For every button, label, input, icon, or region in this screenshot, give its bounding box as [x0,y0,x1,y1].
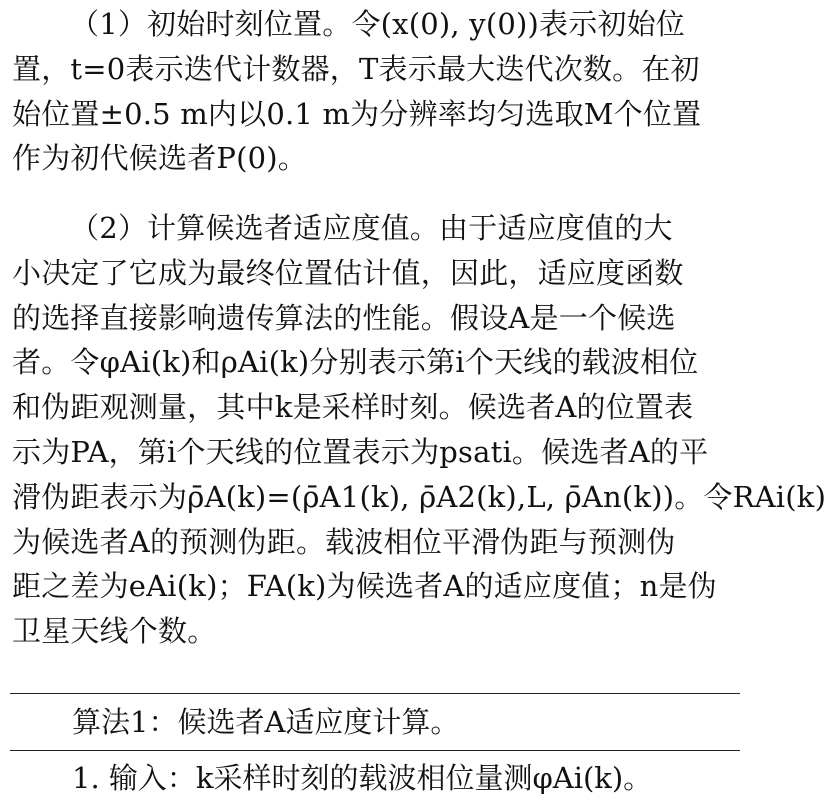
algorithm-title: 算法1：候选者A适应度计算。 [72,705,460,739]
algorithm-step-1: 1. 输入：k采样时刻的载波相位量测φAi(k)。 [72,761,653,795]
paragraph-fitness-value [12,206,826,654]
text-line: 距之差为eAi(k)；FA(k)为候选者A的适应度值；n是伪 [12,569,717,604]
algorithm-top-rule [10,693,740,694]
text-line: 小决定了它成为最终位置估计值，因此，适应度函数 [12,255,684,290]
text-line: 置，t=0表示迭代计数器，T表示最大迭代次数。在初 [12,51,700,86]
paragraph-initial-position [12,2,740,181]
text-line: 滑伪距表示为ρ̄A(k)=(ρ̄A1(k), ρ̄A2(k),L, ρ̄An(k))。令RAi(k) [12,479,826,514]
algorithm-header-rule [10,750,740,751]
text-line: 者。令φAi(k)和ρAi(k)分别表示第i个天线的载波相位 [12,345,699,380]
text-line: （2）计算候选者适应度值。由于适应度值的大 [70,211,673,245]
text-line: 示为PA，第i个天线的位置表示为psati。候选者A的平 [12,434,709,469]
text-line: 作为初代候选者P(0)。 [12,141,307,176]
text-line: 和伪距观测量，其中k是采样时刻。候选者A的位置表 [12,390,694,425]
text-line: 始位置±0.5 m内以0.1 m为分辨率均匀选取M个位置 [12,96,702,131]
text-line: 的选择直接影响遗传算法的性能。假设A是一个候选 [12,300,676,335]
text-line: 为候选者A的预测伪距。载波相位平滑伪距与预测伪 [12,524,676,559]
text-line: 卫星天线个数。 [12,614,217,649]
text-line: （1）初始时刻位置。令(x(0), y(0))表示初始位 [70,7,686,41]
